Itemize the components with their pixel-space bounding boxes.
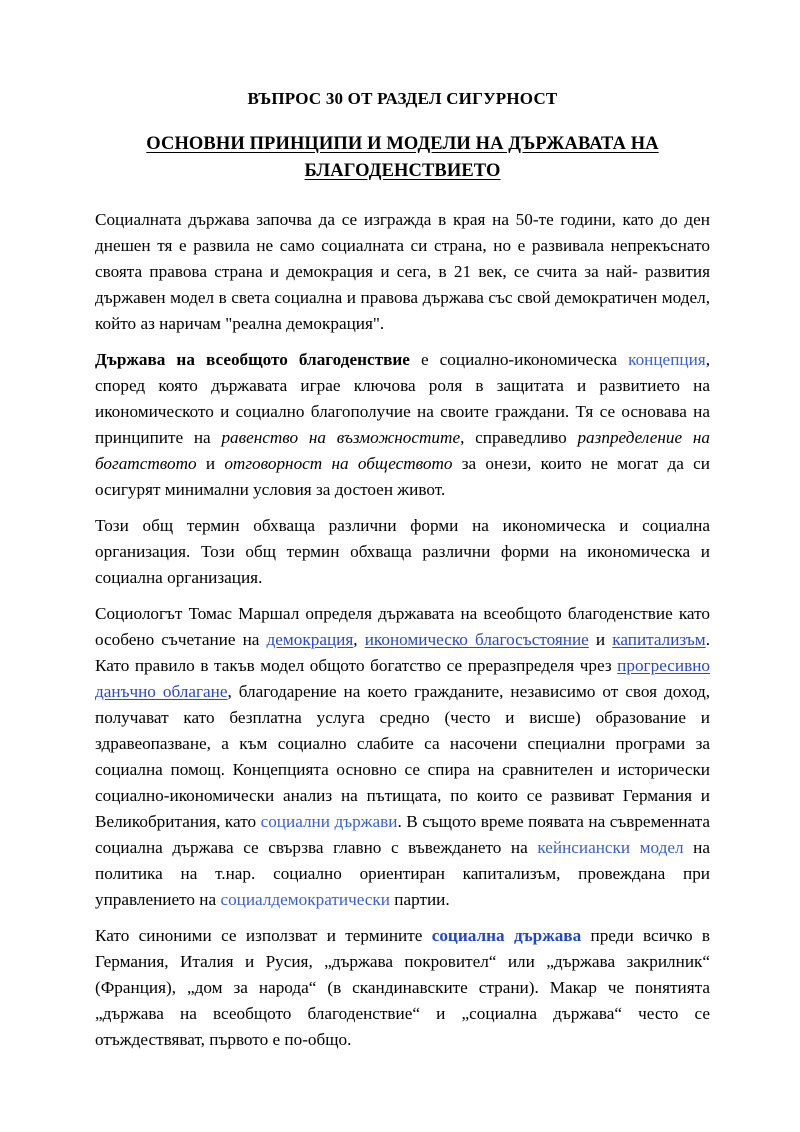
hyperlink[interactable]: капитализъм <box>612 629 706 649</box>
text-run: и <box>196 453 225 473</box>
text-run: преди всичко в Германия, Италия и Русия, „държава покровител“ или „държава закрилник“ (Франция), „дом за народа“ (в скандинавските страни). Макар че понятията „държава на всеобщото благоденствие“ и „социална държава“ често се отъждествяват, първото е по-общо. <box>95 925 711 1049</box>
page-subtitle: ОСНОВНИ ПРИНЦИПИ И МОДЕЛИ НА ДЪРЖАВАТА НА БЛАГОДЕНСТВИЕТО <box>146 133 659 181</box>
paragraph <box>95 513 710 591</box>
text-run: Този общ термин обхваща различни форми на икономическа и социална организация. Този общ термин обхваща различни форми на икономическа и социална организация. <box>95 515 710 587</box>
paragraph <box>95 923 710 1053</box>
text-run: , благодарение на което гражданите, независимо от своя доход, получават като безплатна услуга средно (често и висше) образование и здравеопазване, а към социално слабите са насочени специални програми за социална помощ. Концепцията основно се спира на сравнителен и исторически социално-икономически анализ на пътищата, по които се развиват Германия и Великобритания, като <box>95 681 711 831</box>
paragraph <box>95 601 710 913</box>
hyperlink-bold[interactable]: социална държава <box>431 925 582 945</box>
text-run: Социологът Томас Маршал определя държавата на всеобщото благоденствие като особено съчетание на <box>95 603 710 649</box>
text-run: . В същото време появата на съвременната социална държава се свързва главно с въвеждането на <box>95 811 710 857</box>
hyperlink[interactable]: демокрация <box>266 629 354 649</box>
text-run: Социалната държава започва да се изгражда в края на 50-те години, като до ден днешен тя е развила не само социалната си страна, но е развивала непрекъснато своята правова страна и демокрация и сега, в 21 век, се счита за най- развития държавен модел в света социална и правова държава със свой демократичен модел, който аз наричам "реална демокрация". <box>95 209 710 333</box>
text-run: е социално-икономическа <box>409 349 629 369</box>
page-title: ВЪПРОС 30 ОТ РАЗДЕЛ СИГУРНОСТ <box>247 89 558 108</box>
text-run: . Като правило в такъв модел общото богатство се преразпределя чрез <box>95 629 710 675</box>
text-run: , <box>353 629 365 649</box>
text-run: партии. <box>389 889 450 909</box>
document-body <box>95 207 710 1053</box>
hyperlink[interactable]: кейнсиански модел <box>537 837 684 857</box>
hyperlink[interactable]: прогресивно данъчно облагане <box>95 655 710 701</box>
hyperlink[interactable]: социалдемократически <box>220 889 390 909</box>
text-run: за онези, които не могат да си осигурят минимални условия за достоен живот. <box>95 453 710 499</box>
hyperlink[interactable]: концепция <box>628 349 706 369</box>
text-run: , според която държавата играе ключова роля в защитата и развитието на икономическото и социално благополучие на своите граждани. Тя се основава на принципите на <box>95 349 710 447</box>
paragraph <box>95 347 710 503</box>
hyperlink[interactable]: социални държави <box>260 811 398 831</box>
bold-run: Държава на всеобщото благоденствие <box>95 349 410 369</box>
hyperlink[interactable]: икономическо благосъстояние <box>364 629 589 649</box>
italic-run: равенство на възможностите <box>221 427 461 447</box>
text-run: Като синоними се използват и термините <box>95 925 432 945</box>
italic-run: отговорност на обществото <box>224 453 453 473</box>
text-run: и <box>588 629 613 649</box>
text-run: , справедливо <box>460 427 578 447</box>
paragraph <box>95 207 710 337</box>
text-run: на политика на т.нар. социално ориентиран капитализъм, провеждана при управлението на <box>95 837 711 909</box>
italic-run: разпределение на богатството <box>95 427 711 473</box>
